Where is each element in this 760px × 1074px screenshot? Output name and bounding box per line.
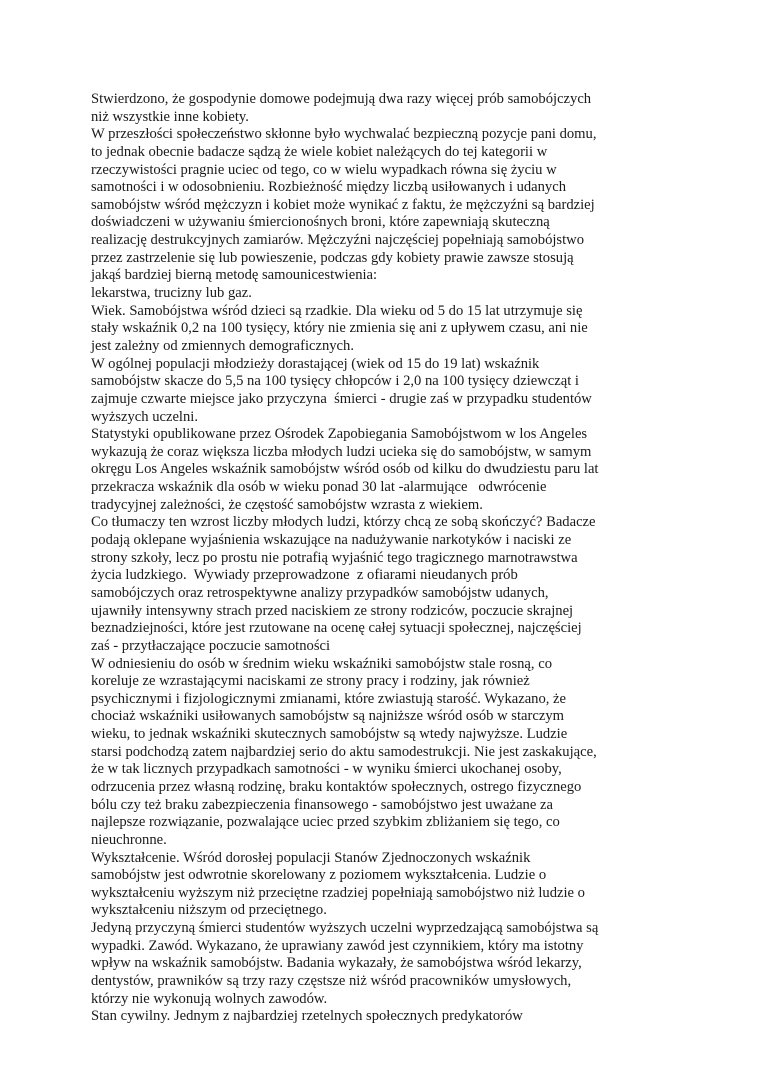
text-line: samotności i w odosobnieniu. Rozbieżność między liczbą usiłowanych i udanych xyxy=(91,179,567,196)
text-line: dentystów, prawników są trzy razy częstsze niż wśród pracowników umysłowych, xyxy=(91,973,572,990)
text-line: starsi podchodzą zatem najbardziej serio do aktu samodestrukcji. Nie jest zaskakujące, xyxy=(91,743,597,760)
text-line: zajmuje czwarte miejsce jako przyczyna śmierci - drugie zaś w przypadku studentów xyxy=(91,390,592,407)
text-line: psychicznymi i fizjologicznymi zmianami, które zwiastują starość. Wykazano, że xyxy=(91,690,567,707)
text-line: którzy nie wykonują wolnych zawodów. xyxy=(91,990,328,1007)
text-line: wieku, to jednak wskaźniki skutecznych samobójstw są wtedy najwyższe. Ludzie xyxy=(91,726,568,743)
document-body-text xyxy=(91,91,691,1026)
text-line: przez zastrzelenie się lub powieszenie, podczas gdy kobiety prawie zawsze stosują xyxy=(91,249,574,266)
text-line: rzeczywistości pragnie uciec od tego, co w wielu wypadkach równa się życiu w xyxy=(91,161,557,178)
text-line: wyższych uczelni. xyxy=(91,408,198,425)
text-line: jest zależny od zmiennych demograficznych. xyxy=(91,337,354,354)
text-line: W ogólnej populacji młodzieży dorastającej (wiek od 15 do 19 lat) wskaźnik xyxy=(91,355,540,372)
text-line: stały wskaźnik 0,2 na 100 tysięcy, który nie zmienia się ani z upływem czasu, ani nie xyxy=(91,320,588,337)
text-line: beznadziejności, które jest rzutowane na ocenę całej sytuacji społecznej, najczęściej xyxy=(91,620,582,637)
text-line: Stwierdzono, że gospodynie domowe podejmują dwa razy więcej prób samobójczych xyxy=(91,91,592,107)
text-line: najlepsze rozwiązanie, pozwalające uciec przed szybkim zbliżaniem się tego, co xyxy=(91,814,560,831)
text-line: lekarstwa, trucizny lub gaz. xyxy=(91,285,252,302)
text-line: niż wszystkie inne kobiety. xyxy=(91,108,249,125)
text-line: chociaż wskaźniki usiłowanych samobójstw są najniższe wśród osób w starczym xyxy=(91,708,564,725)
text-line: samobójczych oraz retrospektywne analizy przypadków samobójstw udanych, xyxy=(91,584,549,601)
text-line: samobójstw wśród mężczyzn i kobiet może wynikać z faktu, że mężczyźni są bardziej xyxy=(91,196,595,213)
text-line: że w tak licznych przypadkach samotności - w wyniku śmierci ukochanej osoby, xyxy=(91,761,562,778)
text-line: wypadki. Zawód. Wykazano, że uprawiany zawód jest czynnikiem, który ma istotny xyxy=(91,937,584,954)
text-line: Jedyną przyczyną śmierci studentów wyższych uczelni wyprzedzającą samobójstwa są xyxy=(91,920,599,937)
text-line: nieuchronne. xyxy=(91,831,167,848)
text-line: koreluje ze wzrastającymi naciskami ze strony pracy i rodziny, jak również xyxy=(91,673,530,690)
text-line: ujawniły intensywny strach przed naciskiem ze strony rodziców, poczucie skrajnej xyxy=(91,602,574,619)
text-line: wykazują że coraz większa liczba młodych ludzi ucieka się do samobójstw, w samym xyxy=(91,443,592,460)
text-line: odrzucenia przez własną rodzinę, braku kontaktów społecznych, ostrego fizycznego xyxy=(91,778,582,795)
text-line: przekracza wskaźnik dla osób w wieku ponad 30 lat -alarmujące odwrócenie xyxy=(91,479,547,496)
text-line: W odniesieniu do osób w średnim wieku wskaźniki samobójstw stale rosną, co xyxy=(91,655,552,672)
text-line: Co tłumaczy ten wzrost liczby młodych ludzi, którzy chcą ze sobą skończyć? Badacze xyxy=(91,514,596,531)
text-line: bólu czy też braku zabezpieczenia finansowego - samobójstwo jest uważane za xyxy=(91,796,553,813)
text-line: W przeszłości społeczeństwo skłonne było wychwalać bezpieczną pozycje pani domu, xyxy=(91,126,597,143)
text-line: strony szkoły, lecz po prostu nie potrafią wyjaśnić tego tragicznego marnotrawstwa xyxy=(91,549,578,566)
text-line: doświadczeni w używaniu śmiercionośnych broni, które zapewniają skuteczną xyxy=(91,214,550,231)
text-line: zaś - przytłaczające poczucie samotności xyxy=(91,637,331,654)
text-line: podają oklepane wyjaśnienia wskazujące na nadużywanie narkotyków i naciski ze xyxy=(91,532,572,549)
text-line: Wykształcenie. Wśród dorosłej populacji Stanów Zjednoczonych wskaźnik xyxy=(91,849,531,866)
text-line: wykształceniu niższym od przeciętnego. xyxy=(91,902,327,919)
text-line: wpływ na wskaźnik samobójstw. Badania wykazały, że samobójstwa wśród lekarzy, xyxy=(91,955,582,972)
text-line: Stan cywilny. Jednym z najbardziej rzetelnych społecznych predykatorów xyxy=(91,1008,523,1025)
text-line: samobójstw skacze do 5,5 na 100 tysięcy chłopców i 2,0 na 100 tysięcy dziewcząt i xyxy=(91,373,579,390)
text-line: to jednak obecnie badacze sądzą że wiele kobiet należących do tej kategorii w xyxy=(91,143,548,160)
text-line: okręgu Los Angeles wskaźnik samobójstw wśród osób od kilku do dwudziestu paru lat xyxy=(91,461,599,478)
text-line: Statystyki opublikowane przez Ośrodek Zapobiegania Samobójstwom w los Angeles xyxy=(91,426,588,443)
text-line: wykształceniu wyższym niż przeciętne rzadziej popełniają samobójstwo niż ludzie o xyxy=(91,884,585,901)
text-line: samobójstw jest odwrotnie skorelowany z poziomem wykształcenia. Ludzie o xyxy=(91,867,547,884)
text-line: życia ludzkiego. Wywiady przeprowadzone z ofiarami nieudanych prób xyxy=(91,567,518,584)
text-line: tradycyjnej zależności, że częstość samobójstw wzrasta z wiekiem. xyxy=(91,496,483,513)
text-line: jakąś bardziej bierną metodę samounicestwienia: xyxy=(91,267,378,284)
text-line: Wiek. Samobójstwa wśród dzieci są rzadkie. Dla wieku od 5 do 15 lat utrzymuje się xyxy=(91,302,583,319)
text-line: realizację destrukcyjnych zamiarów. Mężczyźni najczęściej popełniają samobójstwo xyxy=(91,232,584,249)
